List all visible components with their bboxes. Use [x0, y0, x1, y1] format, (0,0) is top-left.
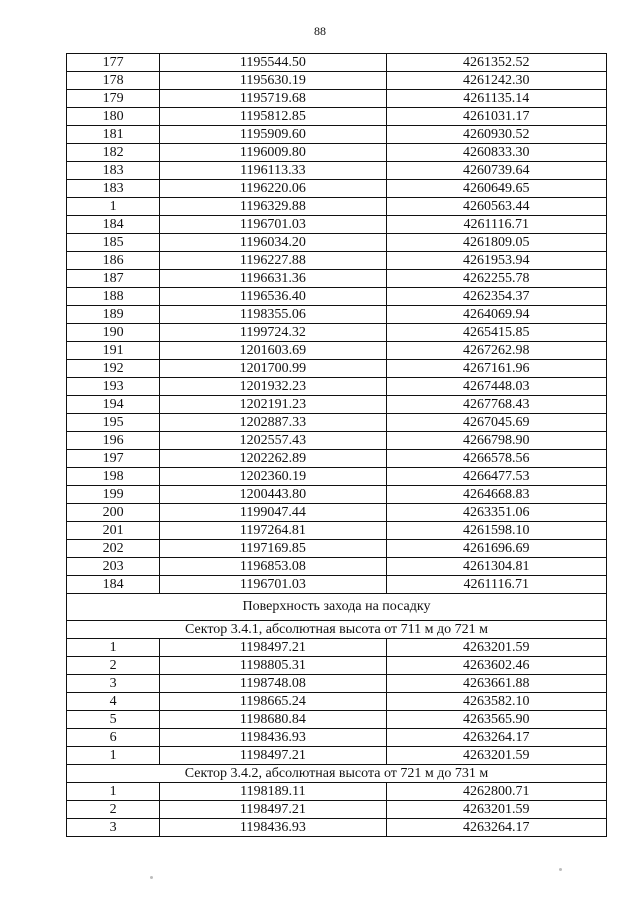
point-number-cell: 201 — [67, 522, 160, 540]
y-coordinate-cell: 4261116.71 — [386, 216, 606, 234]
x-coordinate-cell: 1202360.19 — [160, 468, 386, 486]
point-number-cell: 182 — [67, 144, 160, 162]
x-coordinate-cell: 1195719.68 — [160, 90, 386, 108]
point-number-cell: 1 — [67, 783, 160, 801]
y-coordinate-cell: 4261116.71 — [386, 576, 606, 594]
table-row — [67, 288, 607, 306]
point-number-cell: 2 — [67, 657, 160, 675]
x-coordinate-cell: 1202191.23 — [160, 396, 386, 414]
point-number-cell: 186 — [67, 252, 160, 270]
x-coordinate-cell: 1198355.06 — [160, 306, 386, 324]
y-coordinate-cell: 4261953.94 — [386, 252, 606, 270]
sector-title: Сектор 3.4.1, абсолютная высота от 711 м до 721 м — [67, 621, 607, 639]
table-row — [67, 72, 607, 90]
table-row — [67, 468, 607, 486]
point-number-cell: 198 — [67, 468, 160, 486]
point-number-cell: 1 — [67, 198, 160, 216]
point-number-cell: 195 — [67, 414, 160, 432]
y-coordinate-cell: 4264668.83 — [386, 486, 606, 504]
table-row — [67, 801, 607, 819]
y-coordinate-cell: 4266578.56 — [386, 450, 606, 468]
y-coordinate-cell: 4265415.85 — [386, 324, 606, 342]
table-row — [67, 324, 607, 342]
table-row — [67, 504, 607, 522]
table-row — [67, 414, 607, 432]
table-row — [67, 126, 607, 144]
point-number-cell: 180 — [67, 108, 160, 126]
y-coordinate-cell: 4267448.03 — [386, 378, 606, 396]
x-coordinate-cell: 1196227.88 — [160, 252, 386, 270]
y-coordinate-cell: 4263565.90 — [386, 711, 606, 729]
table-row — [67, 675, 607, 693]
x-coordinate-cell: 1196631.36 — [160, 270, 386, 288]
point-number-cell: 6 — [67, 729, 160, 747]
x-coordinate-cell: 1198748.08 — [160, 675, 386, 693]
x-coordinate-cell: 1198665.24 — [160, 693, 386, 711]
table-row — [67, 657, 607, 675]
point-number-cell: 191 — [67, 342, 160, 360]
x-coordinate-cell: 1196034.20 — [160, 234, 386, 252]
table-row — [67, 234, 607, 252]
point-number-cell: 203 — [67, 558, 160, 576]
point-number-cell: 189 — [67, 306, 160, 324]
table-row — [67, 180, 607, 198]
table-row — [67, 162, 607, 180]
table-row — [67, 270, 607, 288]
table-row — [67, 540, 607, 558]
y-coordinate-cell: 4260739.64 — [386, 162, 606, 180]
y-coordinate-cell: 4260649.65 — [386, 180, 606, 198]
point-number-cell: 199 — [67, 486, 160, 504]
y-coordinate-cell: 4263201.59 — [386, 801, 606, 819]
table-row — [67, 144, 607, 162]
sector-title: Сектор 3.4.2, абсолютная высота от 721 м до 731 м — [67, 765, 607, 783]
x-coordinate-cell: 1202262.89 — [160, 450, 386, 468]
table-row — [67, 108, 607, 126]
table-row — [67, 783, 607, 801]
x-coordinate-cell: 1196329.88 — [160, 198, 386, 216]
sector-2-header — [67, 765, 607, 783]
y-coordinate-cell: 4267045.69 — [386, 414, 606, 432]
sector-1-rows — [67, 639, 607, 765]
y-coordinate-cell: 4267262.98 — [386, 342, 606, 360]
section-title: Поверхность захода на посадку — [67, 594, 607, 621]
page-number: 88 — [314, 24, 326, 38]
point-number-cell: 3 — [67, 819, 160, 837]
point-number-cell: 193 — [67, 378, 160, 396]
table-row — [67, 360, 607, 378]
x-coordinate-cell: 1198436.93 — [160, 819, 386, 837]
point-number-cell: 184 — [67, 576, 160, 594]
y-coordinate-cell: 4261809.05 — [386, 234, 606, 252]
point-number-cell: 200 — [67, 504, 160, 522]
x-coordinate-cell: 1199047.44 — [160, 504, 386, 522]
point-number-cell: 177 — [67, 54, 160, 72]
x-coordinate-cell: 1202557.43 — [160, 432, 386, 450]
x-coordinate-cell: 1200443.80 — [160, 486, 386, 504]
x-coordinate-cell: 1195812.85 — [160, 108, 386, 126]
y-coordinate-cell: 4263201.59 — [386, 747, 606, 765]
point-number-cell: 183 — [67, 162, 160, 180]
table-row — [67, 576, 607, 594]
y-coordinate-cell: 4263264.17 — [386, 819, 606, 837]
point-number-cell: 183 — [67, 180, 160, 198]
y-coordinate-cell: 4263582.10 — [386, 693, 606, 711]
x-coordinate-cell: 1201932.23 — [160, 378, 386, 396]
coordinates-table — [66, 53, 607, 837]
table-row — [67, 306, 607, 324]
table-row — [67, 216, 607, 234]
x-coordinate-cell: 1198497.21 — [160, 639, 386, 657]
table-row — [67, 711, 607, 729]
sector-2-rows — [67, 783, 607, 837]
point-number-cell: 181 — [67, 126, 160, 144]
x-coordinate-cell: 1201603.69 — [160, 342, 386, 360]
y-coordinate-cell: 4267161.96 — [386, 360, 606, 378]
point-number-cell: 5 — [67, 711, 160, 729]
point-number-cell: 2 — [67, 801, 160, 819]
coordinates-part1 — [67, 54, 607, 594]
y-coordinate-cell: 4263264.17 — [386, 729, 606, 747]
x-coordinate-cell: 1196853.08 — [160, 558, 386, 576]
table-row — [67, 54, 607, 72]
point-number-cell: 197 — [67, 450, 160, 468]
x-coordinate-cell: 1196113.33 — [160, 162, 386, 180]
point-number-cell: 188 — [67, 288, 160, 306]
x-coordinate-cell: 1195544.50 — [160, 54, 386, 72]
point-number-cell: 185 — [67, 234, 160, 252]
x-coordinate-cell: 1195630.19 — [160, 72, 386, 90]
y-coordinate-cell: 4261031.17 — [386, 108, 606, 126]
x-coordinate-cell: 1198189.11 — [160, 783, 386, 801]
x-coordinate-cell: 1196536.40 — [160, 288, 386, 306]
x-coordinate-cell: 1195909.60 — [160, 126, 386, 144]
y-coordinate-cell: 4260833.30 — [386, 144, 606, 162]
point-number-cell: 190 — [67, 324, 160, 342]
y-coordinate-cell: 4262255.78 — [386, 270, 606, 288]
x-coordinate-cell: 1196701.03 — [160, 216, 386, 234]
y-coordinate-cell: 4263351.06 — [386, 504, 606, 522]
approach-section — [67, 594, 607, 639]
x-coordinate-cell: 1198497.21 — [160, 801, 386, 819]
sector-title-row — [67, 621, 607, 639]
table-row — [67, 639, 607, 657]
y-coordinate-cell: 4262354.37 — [386, 288, 606, 306]
y-coordinate-cell: 4263201.59 — [386, 639, 606, 657]
point-number-cell: 4 — [67, 693, 160, 711]
table-row — [67, 252, 607, 270]
x-coordinate-cell: 1199724.32 — [160, 324, 386, 342]
scan-speck — [559, 868, 562, 871]
point-number-cell: 178 — [67, 72, 160, 90]
table-row — [67, 378, 607, 396]
y-coordinate-cell: 4261242.30 — [386, 72, 606, 90]
y-coordinate-cell: 4262800.71 — [386, 783, 606, 801]
point-number-cell: 192 — [67, 360, 160, 378]
point-number-cell: 202 — [67, 540, 160, 558]
table-row — [67, 396, 607, 414]
table-row — [67, 693, 607, 711]
table-row — [67, 486, 607, 504]
y-coordinate-cell: 4261598.10 — [386, 522, 606, 540]
y-coordinate-cell: 4261696.69 — [386, 540, 606, 558]
table-row — [67, 90, 607, 108]
scan-speck — [150, 876, 153, 879]
x-coordinate-cell: 1202887.33 — [160, 414, 386, 432]
point-number-cell: 1 — [67, 639, 160, 657]
x-coordinate-cell: 1198497.21 — [160, 747, 386, 765]
table-row — [67, 198, 607, 216]
x-coordinate-cell: 1201700.99 — [160, 360, 386, 378]
y-coordinate-cell: 4263602.46 — [386, 657, 606, 675]
y-coordinate-cell: 4261304.81 — [386, 558, 606, 576]
point-number-cell: 187 — [67, 270, 160, 288]
y-coordinate-cell: 4266477.53 — [386, 468, 606, 486]
x-coordinate-cell: 1197169.85 — [160, 540, 386, 558]
x-coordinate-cell: 1197264.81 — [160, 522, 386, 540]
y-coordinate-cell: 4266798.90 — [386, 432, 606, 450]
table-row — [67, 342, 607, 360]
point-number-cell: 3 — [67, 675, 160, 693]
x-coordinate-cell: 1198805.31 — [160, 657, 386, 675]
y-coordinate-cell: 4261352.52 — [386, 54, 606, 72]
sector-title-row — [67, 765, 607, 783]
section-title-row — [67, 594, 607, 621]
table-row — [67, 522, 607, 540]
point-number-cell: 196 — [67, 432, 160, 450]
x-coordinate-cell: 1198680.84 — [160, 711, 386, 729]
y-coordinate-cell: 4260930.52 — [386, 126, 606, 144]
y-coordinate-cell: 4263661.88 — [386, 675, 606, 693]
point-number-cell: 179 — [67, 90, 160, 108]
y-coordinate-cell: 4260563.44 — [386, 198, 606, 216]
x-coordinate-cell: 1196009.80 — [160, 144, 386, 162]
x-coordinate-cell: 1198436.93 — [160, 729, 386, 747]
y-coordinate-cell: 4267768.43 — [386, 396, 606, 414]
table-row — [67, 450, 607, 468]
point-number-cell: 184 — [67, 216, 160, 234]
table-row — [67, 747, 607, 765]
x-coordinate-cell: 1196701.03 — [160, 576, 386, 594]
y-coordinate-cell: 4261135.14 — [386, 90, 606, 108]
point-number-cell: 194 — [67, 396, 160, 414]
table-row — [67, 432, 607, 450]
x-coordinate-cell: 1196220.06 — [160, 180, 386, 198]
table-row — [67, 729, 607, 747]
y-coordinate-cell: 4264069.94 — [386, 306, 606, 324]
table-row — [67, 819, 607, 837]
point-number-cell: 1 — [67, 747, 160, 765]
table-row — [67, 558, 607, 576]
